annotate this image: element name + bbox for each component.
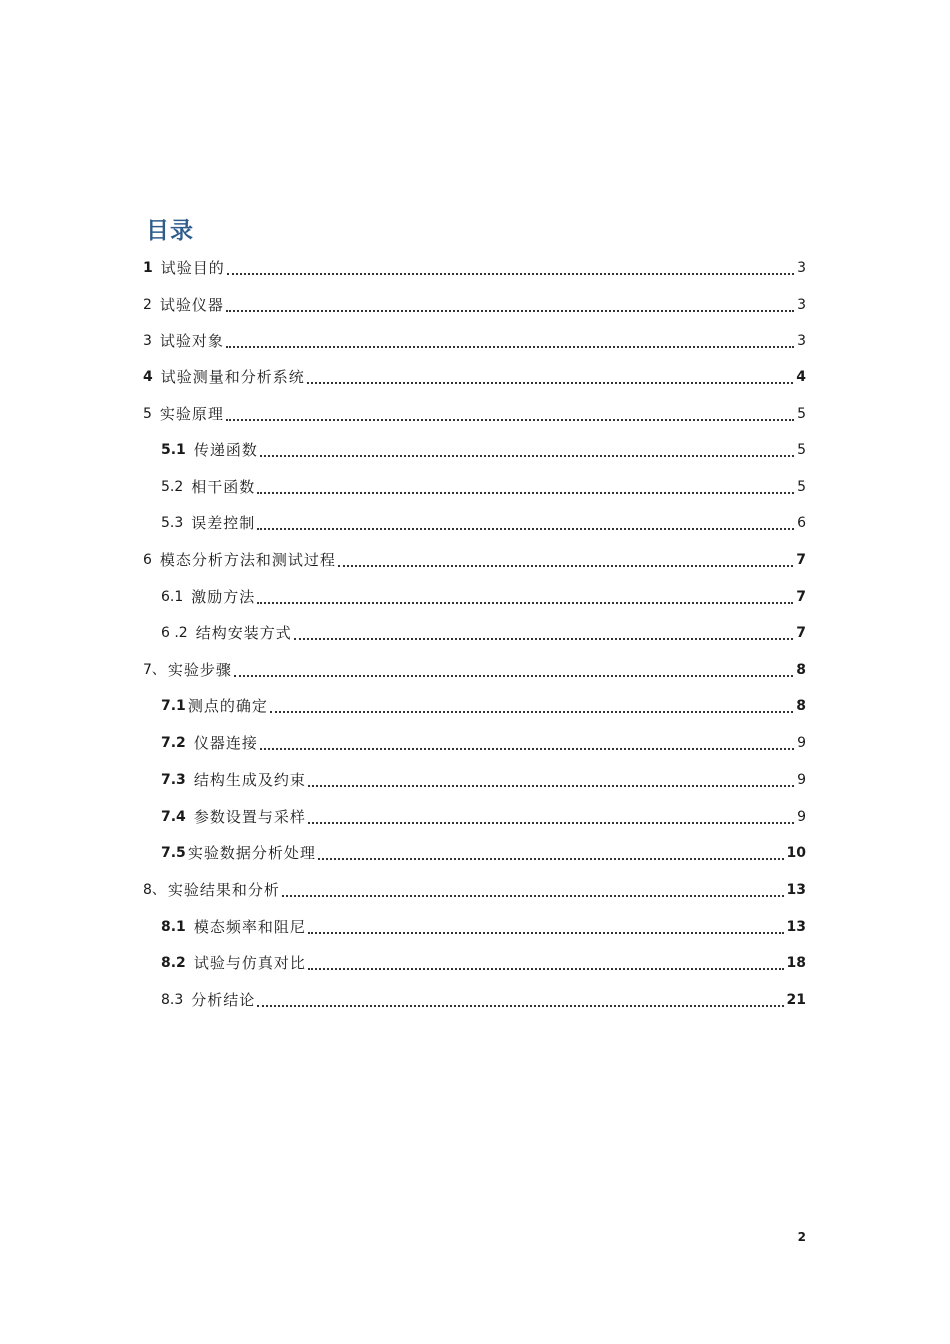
toc-entry-page: 13 — [786, 882, 806, 898]
dot-leader — [308, 771, 794, 787]
dot-leader — [257, 514, 794, 530]
toc-entry-page: 3 — [797, 260, 806, 276]
dot-leader — [257, 991, 783, 1007]
toc-entry-number: 1 — [143, 260, 153, 276]
toc-entry-number: 7.4 — [161, 809, 186, 825]
toc-entry-title: 实验原理 — [159, 405, 224, 423]
toc-entry-number: 5.3 — [161, 515, 184, 531]
toc-entry-title: 分析结论 — [191, 991, 256, 1009]
toc-entry-title: 结构安装方式 — [195, 624, 292, 642]
toc-entry-4[interactable] — [143, 367, 806, 387]
dot-leader — [226, 405, 794, 421]
toc-entry-title: 结构生成及约束 — [193, 771, 306, 789]
toc-entry-title: 实验步骤 — [167, 661, 232, 679]
dot-leader — [308, 954, 784, 970]
toc-entry-number: 7.1 — [161, 698, 186, 714]
toc-entry-number: 3 — [143, 333, 152, 349]
toc-entry-number: 7、 — [143, 662, 166, 678]
dot-leader — [338, 551, 793, 567]
toc-entry-number: 7.3 — [161, 772, 186, 788]
toc-entry-page: 7 — [796, 625, 806, 641]
toc-entry-7-3[interactable] — [161, 770, 806, 790]
toc-entry-6-1[interactable] — [161, 587, 806, 607]
dot-leader — [260, 441, 794, 457]
dot-leader — [226, 296, 794, 312]
dot-leader — [226, 332, 794, 348]
toc-entry-page: 5 — [797, 479, 806, 495]
toc-entry-number: 4 — [143, 369, 153, 385]
toc-entry-page: 10 — [786, 845, 806, 861]
dot-leader — [257, 588, 793, 604]
toc-entry-title: 试验目的 — [160, 259, 225, 277]
toc-entry-title: 误差控制 — [191, 514, 256, 532]
toc-entry-title: 模态频率和阻尼 — [193, 918, 306, 936]
toc-entry-1[interactable] — [143, 258, 806, 278]
toc-entry-number: 8.1 — [161, 919, 186, 935]
toc-entry-number: 7.5 — [161, 845, 186, 861]
toc-entry-title: 试验对象 — [159, 332, 224, 350]
toc-entry-7[interactable] — [143, 660, 806, 680]
toc-entry-7-5[interactable] — [161, 843, 806, 863]
toc-entry-title: 相干函数 — [191, 478, 256, 496]
toc-entry-page: 13 — [786, 919, 806, 935]
toc-entry-7-2[interactable] — [161, 733, 806, 753]
toc-entry-5[interactable] — [143, 404, 806, 424]
dot-leader — [270, 697, 793, 713]
dot-leader — [282, 881, 784, 897]
toc-entry-number: 5 — [143, 406, 152, 422]
toc-entry-title: 激励方法 — [191, 588, 256, 606]
toc-entry-page: 7 — [796, 589, 806, 605]
toc-entry-8-3[interactable] — [161, 990, 806, 1010]
toc-entry-page: 3 — [797, 297, 806, 313]
toc-entry-number: 6 .2 — [161, 625, 188, 641]
toc-entry-number: 6.1 — [161, 589, 184, 605]
toc-entry-number: 8.3 — [161, 992, 184, 1008]
toc-entry-2[interactable] — [143, 295, 806, 315]
toc-entry-page: 9 — [797, 772, 806, 788]
toc-heading: 目录 — [146, 218, 194, 244]
toc-entry-title: 试验测量和分析系统 — [160, 368, 305, 386]
dot-leader — [308, 918, 784, 934]
dot-leader — [294, 624, 794, 640]
toc-entry-page: 7 — [796, 552, 806, 568]
toc-entry-8-2[interactable] — [161, 953, 806, 973]
dot-leader — [234, 661, 793, 677]
toc-entry-5-1[interactable] — [161, 440, 806, 460]
toc-entry-8-1[interactable] — [161, 917, 806, 937]
toc-entry-number: 6 — [143, 552, 152, 568]
dot-leader — [308, 808, 794, 824]
toc-entry-title: 实验结果和分析 — [167, 881, 280, 899]
toc-entry-number: 5.1 — [161, 442, 186, 458]
toc-entry-7-1[interactable] — [161, 696, 806, 716]
dot-leader — [318, 844, 784, 860]
toc-entry-6-2[interactable] — [161, 623, 806, 643]
toc-entry-title: 传递函数 — [193, 441, 258, 459]
toc-entry-number: 2 — [143, 297, 152, 313]
toc-entry-title: 模态分析方法和测试过程 — [159, 551, 336, 569]
toc-entry-page: 5 — [797, 442, 806, 458]
dot-leader — [260, 734, 794, 750]
toc-entry-page: 5 — [797, 406, 806, 422]
toc-entry-page: 9 — [797, 735, 806, 751]
toc-entry-number: 8、 — [143, 882, 166, 898]
toc-entry-7-4[interactable] — [161, 807, 806, 827]
toc-entry-6[interactable] — [143, 550, 806, 570]
toc-entry-page: 8 — [796, 698, 806, 714]
toc-entry-3[interactable] — [143, 331, 806, 351]
toc-entry-page: 18 — [786, 955, 806, 971]
toc-entry-page: 8 — [796, 662, 806, 678]
toc-entry-page: 3 — [797, 333, 806, 349]
dot-leader — [257, 478, 794, 494]
toc-entry-number: 7.2 — [161, 735, 186, 751]
toc-entry-title: 测点的确定 — [187, 697, 268, 715]
toc-entry-page: 4 — [796, 369, 806, 385]
toc-entry-5-2[interactable] — [161, 477, 806, 497]
toc-entry-8[interactable] — [143, 880, 806, 900]
toc-entry-title: 实验数据分析处理 — [187, 844, 316, 862]
toc-entry-title: 仪器连接 — [193, 734, 258, 752]
toc-entry-number: 5.2 — [161, 479, 184, 495]
toc-entry-page: 9 — [797, 809, 806, 825]
dot-leader — [307, 368, 793, 384]
toc-entry-page: 21 — [786, 992, 806, 1008]
dot-leader — [227, 259, 794, 275]
toc-entry-title: 试验与仿真对比 — [193, 954, 306, 972]
toc-entry-title: 参数设置与采样 — [193, 808, 306, 826]
toc-entry-number: 8.2 — [161, 955, 186, 971]
toc-entry-title: 试验仪器 — [159, 296, 224, 314]
toc-entry-page: 6 — [797, 515, 806, 531]
toc-entry-5-3[interactable] — [161, 513, 806, 533]
page-number: 2 — [797, 1230, 806, 1244]
